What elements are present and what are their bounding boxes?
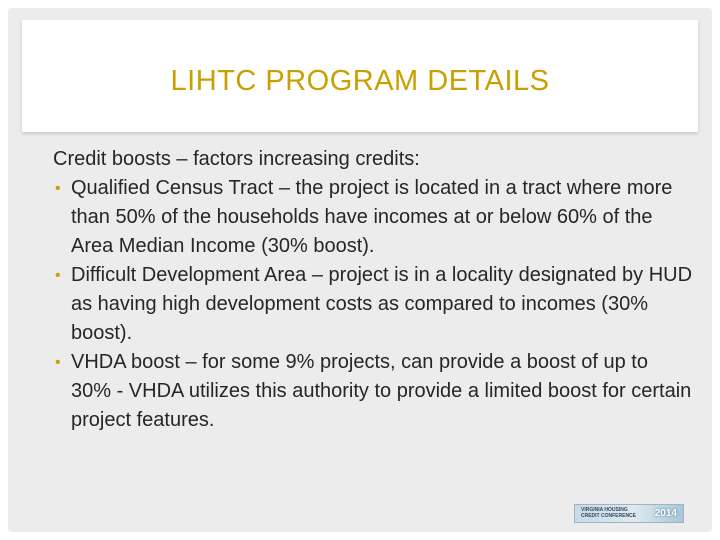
bullet-item (53, 174, 693, 261)
bullet-list (53, 174, 693, 435)
slide-content (53, 145, 693, 435)
bullet-dot-icon: • (55, 180, 61, 197)
bullet-dot-icon: • (55, 354, 61, 371)
slide-title: LIHTC PROGRAM DETAILS (170, 65, 550, 97)
slide (8, 8, 712, 532)
logo-year: 2014 (654, 508, 677, 519)
bullet-text: Qualified Census Tract – the project is located in a tract where more than 50% of the households have incomes at or below 60% of the Area Median Income (30% boost). (71, 177, 673, 257)
intro-text: Credit boosts – factors increasing credits: (53, 148, 420, 170)
conference-logo (574, 504, 684, 523)
bullet-item (53, 261, 693, 348)
bullet-text: VHDA boost – for some 9% projects, can provide a boost of up to 30% - VHDA utilizes this authority to provide a limited boost for certain project features. (71, 351, 692, 431)
bullet-dot-icon: • (55, 267, 61, 284)
title-box (22, 20, 698, 132)
bullet-item (53, 348, 693, 435)
logo-text: VIRGINIA HOUSING CREDIT CONFERENCE (581, 507, 637, 519)
bullet-text: Difficult Development Area – project is in a locality designated by HUD as having high development costs as compared to incomes (30% boost). (71, 264, 693, 344)
